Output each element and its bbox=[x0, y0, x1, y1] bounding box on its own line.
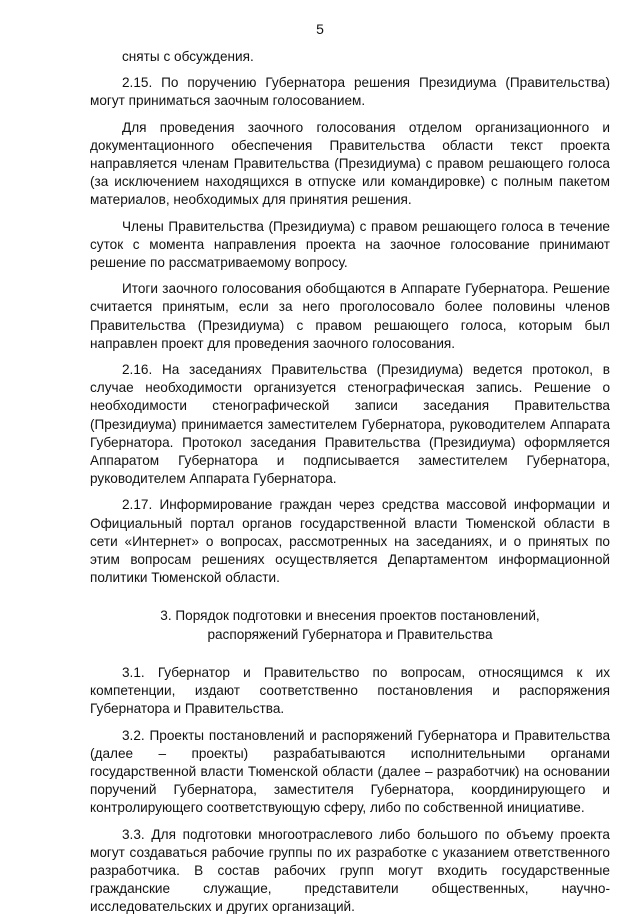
paragraph-2-17: 2.17. Информирование граждан через средства массовой информации и Официальный портал органов государственной власти Тюменской области в сети «Интернет» о вопросах, рассмотренных на заседаниях, и о принятых по этим вопросам решениях осуществляется Департаментом информационной политики Тюменской области. bbox=[90, 497, 610, 586]
paragraph-vote-results: Итоги заочного голосования обобщаются в Аппарате Губернатора. Решение считается принятым, если за него проголосовало более половины членов Правительства (Президиума) с правом решающего голоса, которым был направлен проект для проведения заочного голосования. bbox=[90, 281, 610, 351]
paragraph-3-2: 3.2. Проекты постановлений и распоряжений Губернатора и Правительства (далее – проекты) разрабатываются исполнительными органами государственной власти Тюменской области (далее – разработчик) на основании поручений Губернатора, заместителя Губернатора, координирующего и контролирующего соответствующую сферу, либо по собственной инициативе. bbox=[90, 727, 610, 816]
paragraph-absentee-vote-procedure: Для проведения заочного голосования отделом организационного и документационного обеспечения Правительства области текст проекта направляется членам Правительства (Президиума) с правом решающего голоса (за исключением находящихся в отпуске или командировке) с полным пакетом материалов, необходимых для принятия решения. bbox=[90, 119, 610, 208]
section-heading bbox=[90, 607, 610, 643]
paragraph-2-16: 2.16. На заседаниях Правительства (Президиума) ведется протокол, в случае необходимости организуется стенографическая запись. Решение о необходимости стенографической записи заседания Правительства (Президиума) принимается заместителем Губернатора, руководителем Аппарата Губернатора. Протокол заседания Правительства (Президиума) оформляется Аппаратом Губернатора и подписывается заместителем Губернатора, руководителем Аппарата Губернатора. bbox=[90, 362, 610, 487]
section-heading-line-1: 3. Порядок подготовки и внесения проектов постановлений, bbox=[160, 608, 540, 624]
paragraph-2-15: 2.15. По поручению Губернатора решения Президиума (Правительства) могут приниматься заочным голосованием. bbox=[90, 75, 610, 109]
section-heading-line-2: распоряжений Губернатора и Правительства bbox=[207, 626, 493, 642]
paragraph-3-3: 3.3. Для подготовки многоотраслевого либо большого по объему проекта могут создаваться рабочие группы по их разработке с указанием ответственного разработчика. В состав рабочих групп могут входить государственные гражданские служащие, представители общественных, научно-исследовательских и других организаций. bbox=[90, 826, 610, 915]
paragraph-continuation: сняты с обсуждения. bbox=[122, 49, 254, 64]
paragraph-3-1: 3.1. Губернатор и Правительство по вопросам, относящимся к их компетенции, издают соответственно постановления и распоряжения Губернатора и Правительства. bbox=[90, 664, 610, 717]
page-number: 5 bbox=[316, 21, 324, 37]
paragraph-members-decision: Члены Правительства (Президиума) с правом решающего голоса в течение суток с момента направления проекта на заочное голосование принимают решение по рассматриваемому вопросу. bbox=[90, 218, 610, 271]
